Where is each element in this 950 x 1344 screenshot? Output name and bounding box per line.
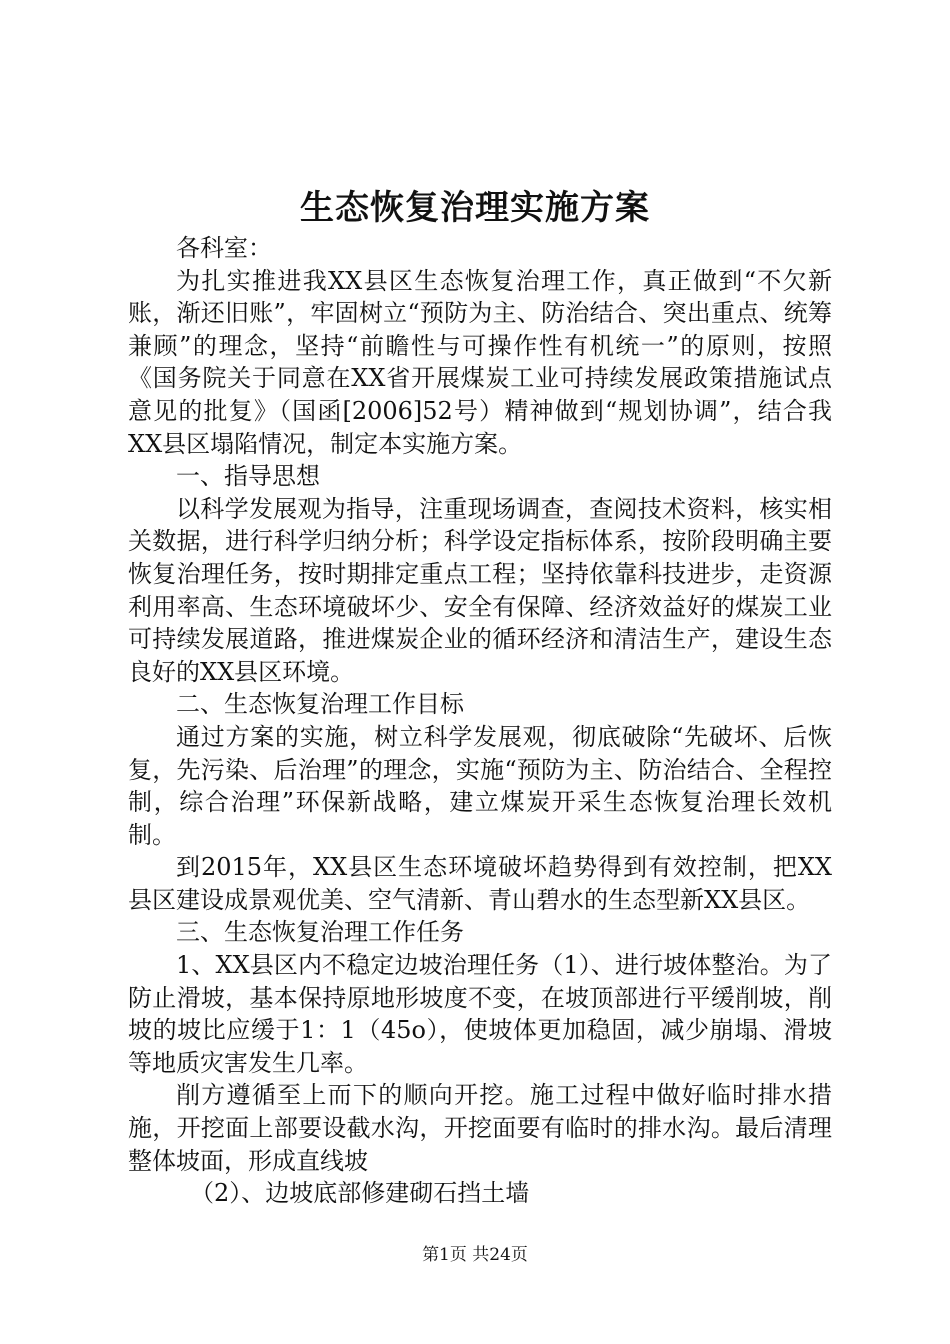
page-number-footer: 第1页 共24页 xyxy=(422,1245,528,1265)
document-title: 生态恢复治理实施方案 xyxy=(300,188,650,228)
goals-2015-paragraph: 到2015年，XX县区生态环境破坏趋势得到有效控制，把XX县区建设成景观优美、空气清新、青山碧水的生态型新XX县区。 xyxy=(128,853,832,914)
task-1-paragraph: 1、XX县区内不稳定边坡治理任务（1）、进行坡体整治。为了防止滑坡，基本保持原地形坡度不变，在坡顶部进行平缓削坡，削坡的坡比应缓于1：1（45o），使坡体更加稳固，减少崩塌、滑坡等地质灾害发生几率。 xyxy=(128,951,832,1077)
intro-paragraph: 为扎实推进我XX县区生态恢复治理工作，真正做到“不欠新账，渐还旧账”，牢固树立“预防为主、防治结合、突出重点、统筹兼顾”的理念，坚持“前瞻性与可操作性有机统一”的原则，按照《国务院关于同意在XX省开展煤炭工业可持续发展政策措施试点意见的批复》（国函[2006]52号）精神做到“规划协调”，结合我XX县区塌陷情况，制定本实施方案。 xyxy=(128,266,832,458)
document-body xyxy=(128,232,832,1210)
guiding-thought-paragraph: 以科学发展观为指导，注重现场调查，查阅技术资料，核实相关数据，进行科学归纳分析；科学设定指标体系，按阶段明确主要恢复治理任务，按时期排定重点工程；坚持依靠科技进步，走资源利用率高、生态环境破坏少、安全有保障、经济效益好的煤炭工业可持续发展道路，推进煤炭企业的循环经济和清洁生产，建设生态良好的XX县区环境。 xyxy=(128,494,832,686)
section-heading-guiding-thought: 一、指导思想 xyxy=(176,462,320,491)
section-heading-goals: 二、生态恢复治理工作目标 xyxy=(176,690,464,719)
excavation-paragraph: 削方遵循至上而下的顺向开挖。施工过程中做好临时排水措施，开挖面上部要设截水沟，开挖面要有临时的排水沟。最后清理整体坡面，形成直线坡 xyxy=(128,1081,832,1175)
section-heading-tasks: 三、生态恢复治理工作任务 xyxy=(176,918,464,947)
salutation: 各科室： xyxy=(176,234,272,262)
goals-paragraph: 通过方案的实施，树立科学发展观，彻底破除“先破坏、后恢复，先污染、后治理”的理念，实施“预防为主、防治结合、全程控制，综合治理”环保新战略，建立煤炭开采生态恢复治理长效机制。 xyxy=(128,722,832,849)
retaining-wall-item: （2）、边坡底部修建砌石挡土墙 xyxy=(190,1179,530,1208)
